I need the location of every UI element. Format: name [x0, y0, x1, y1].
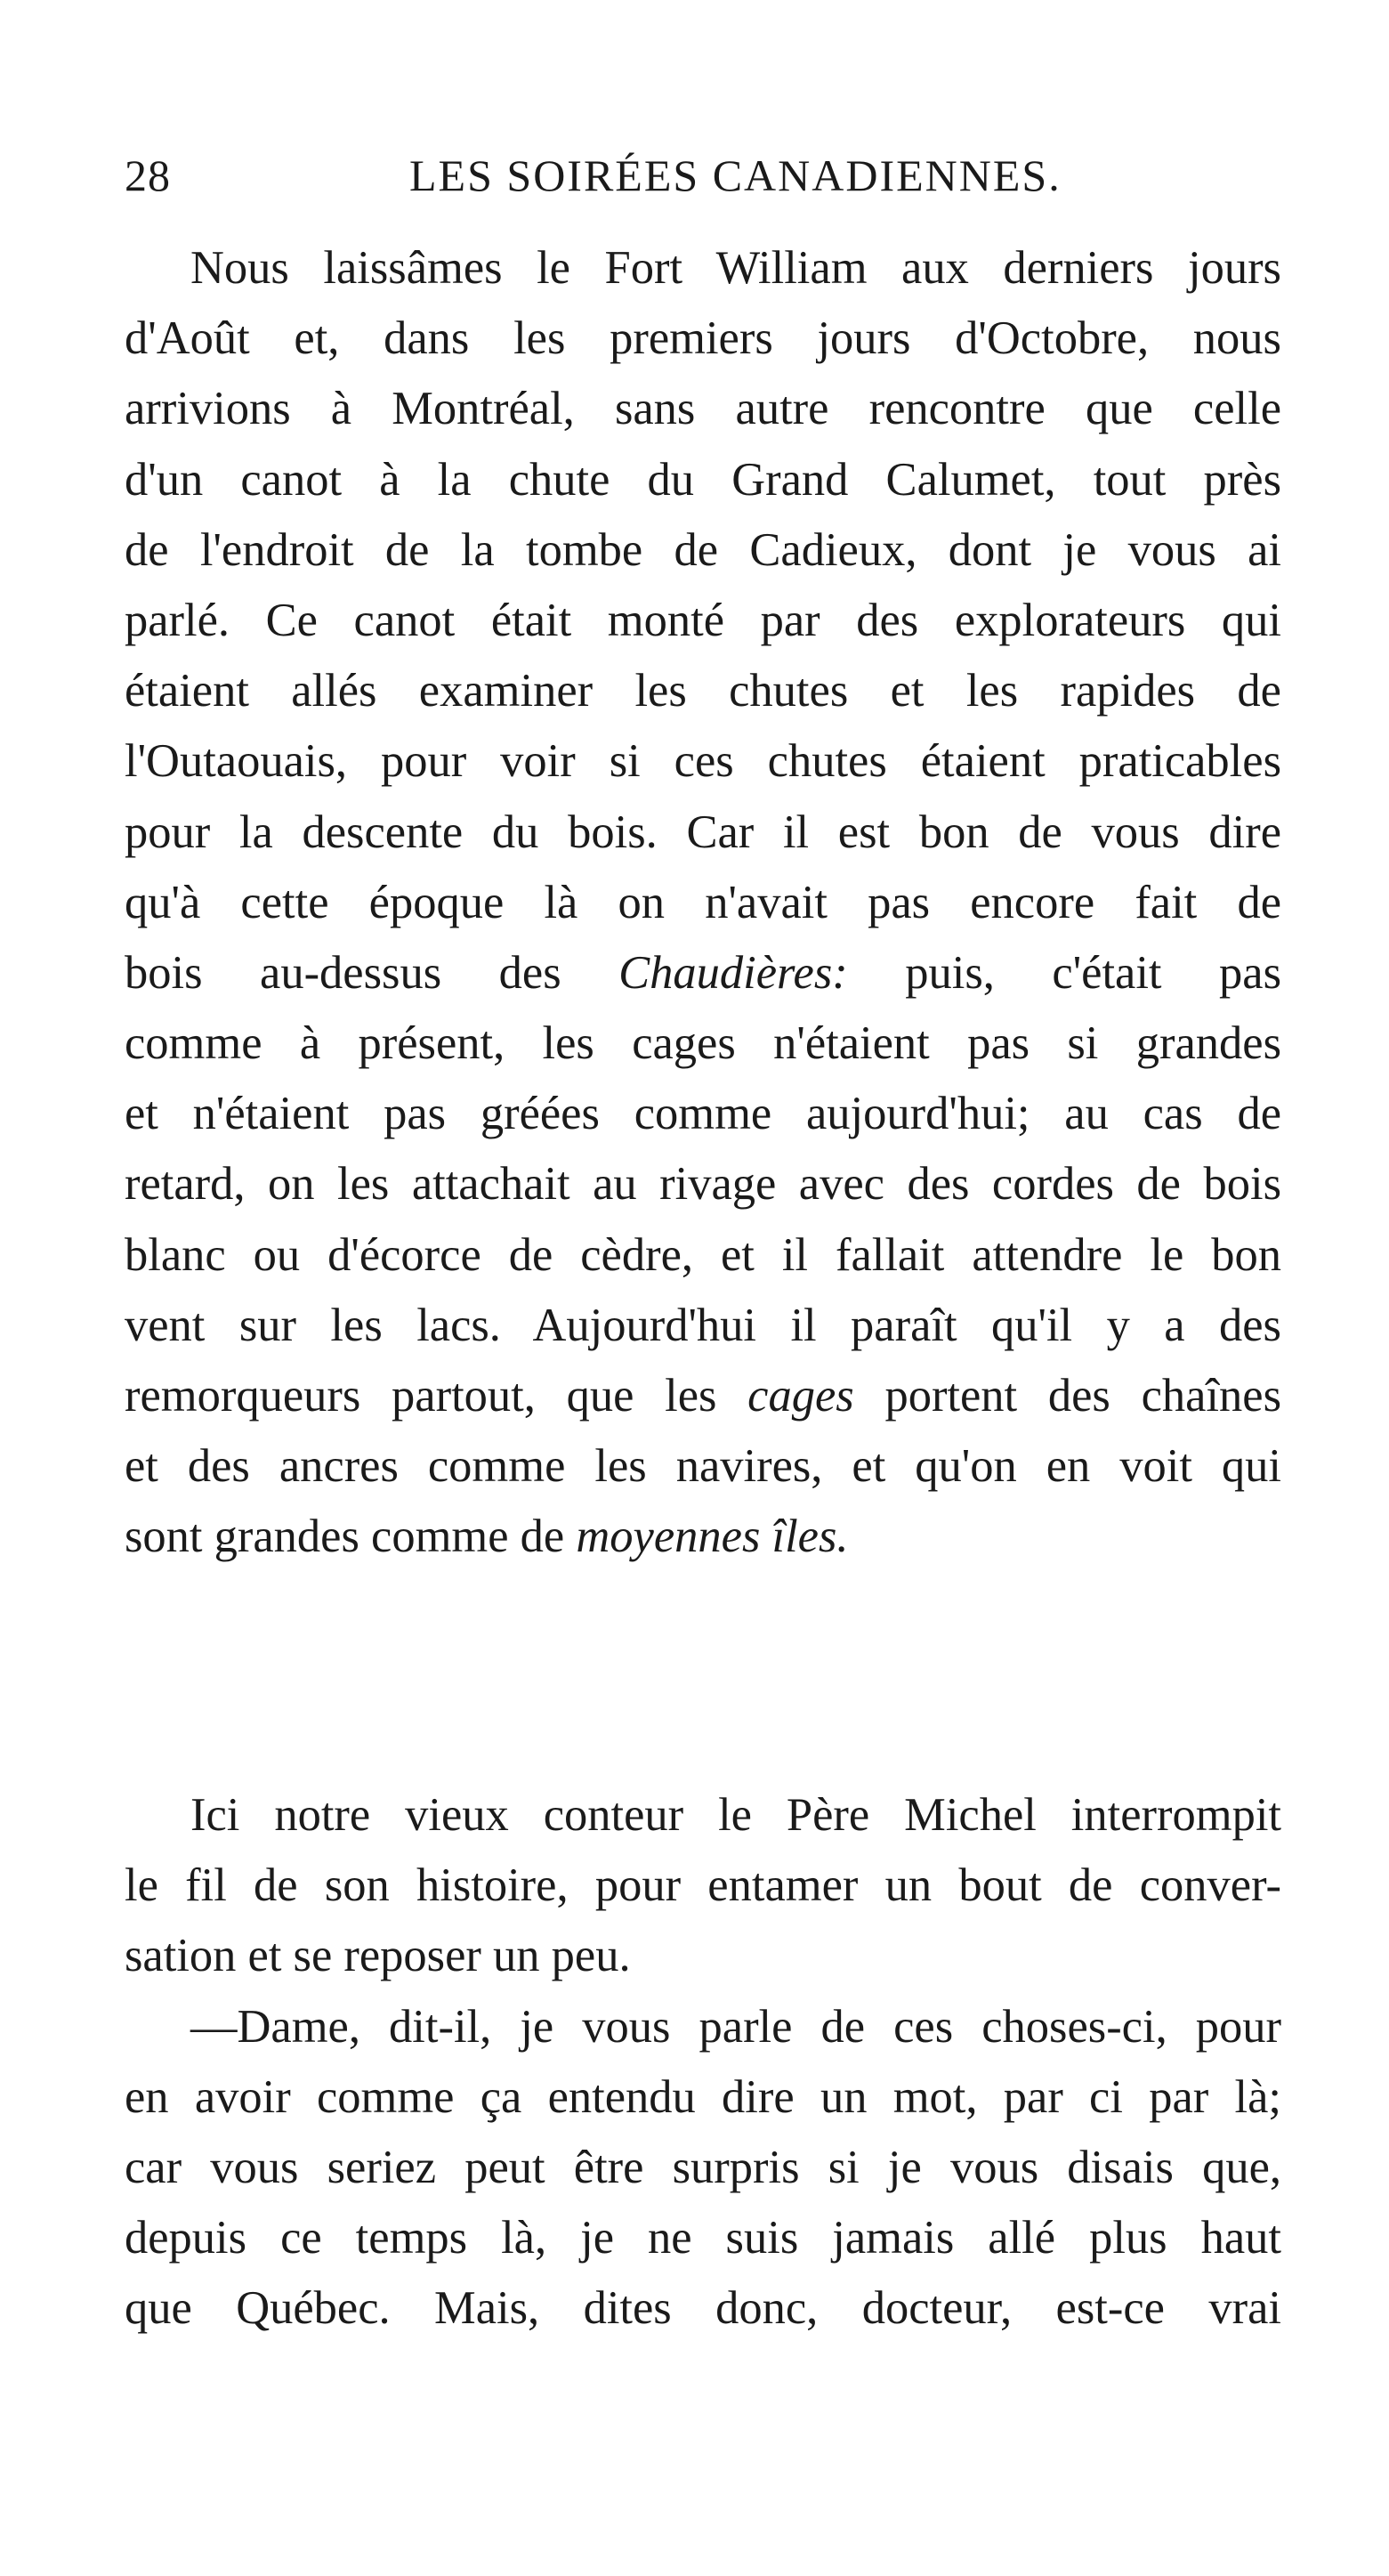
text-line: l'Outaouais, pour voir si ces chutes étaient praticables: [125, 735, 1281, 788]
text-line: d'un canot à la chute du Grand Calumet, tout près: [125, 453, 1281, 506]
page-number: 28: [125, 150, 171, 200]
text-line: que Québec. Mais, dites donc, docteur, est-ce vrai: [125, 2282, 1281, 2335]
text-segment: bois au-dessus des: [125, 946, 619, 999]
text-line: Nous laissâmes le Fort William aux derniers jours: [190, 242, 1281, 294]
body-text-bottom: [125, 1780, 1281, 2345]
text-line: —Dame, dit-il, je vous parle de ces choses-ci, pour: [190, 2000, 1281, 2053]
text-line: étaient allés examiner les chutes et les rapides de: [125, 665, 1281, 717]
text-segment: sont grandes comme de: [125, 1511, 577, 1563]
text-segment: portent des chaînes: [853, 1370, 1281, 1422]
text-line: et n'étaient pas gréées comme aujourd'hui; au cas de: [125, 1088, 1281, 1140]
text-line: le fil de son histoire, pour entamer un bout de conver-: [125, 1859, 1281, 1912]
text-line: [125, 1502, 1281, 1572]
text-segment: puis, c'était pas: [847, 946, 1281, 999]
text-line: [125, 1361, 1281, 1431]
text-line: et des ancres comme les navires, et qu'on en voit qui: [125, 1440, 1281, 1493]
paragraph-2: [125, 1780, 1281, 1992]
text-line: blanc ou d'écorce de cèdre, et il fallait attendre le bon: [125, 1228, 1281, 1281]
body-text-top: [125, 233, 1281, 1573]
italic-term: cages: [747, 1370, 854, 1422]
text-line: Ici notre vieux conteur le Père Michel interrompit: [190, 1789, 1281, 1841]
paragraph-3: [125, 1992, 1281, 2345]
text-line: depuis ce temps là, je ne suis jamais allé plus haut: [125, 2212, 1281, 2264]
italic-term: Chaudières:: [618, 946, 848, 999]
text-line: qu'à cette époque là on n'avait pas encore fait de: [125, 876, 1281, 928]
italic-term: moyennes îles.: [576, 1511, 849, 1563]
text-line: pour la descente du bois. Car il est bon de vous dire: [125, 806, 1281, 858]
text-line: comme à présent, les cages n'étaient pas si grandes: [125, 1017, 1281, 1070]
running-head: [125, 150, 1290, 203]
running-title: LES SOIRÉES CANADIENNES.: [409, 150, 1062, 200]
text-line: vent sur les lacs. Aujourd'hui il paraît qu'il y a des: [125, 1299, 1281, 1351]
paragraph-1: [125, 233, 1281, 1573]
text-line: en avoir comme ça entendu dire un mot, par ci par là;: [125, 2070, 1281, 2123]
text-line: [125, 938, 1281, 1009]
text-line: retard, on les attachait au rivage avec des cordes de bois: [125, 1158, 1281, 1211]
text-segment: remorqueurs partout, que les: [125, 1370, 748, 1422]
text-line: sation et se reposer un peu.: [125, 1930, 631, 1982]
text-line: parlé. Ce canot était monté par des explorateurs qui: [125, 594, 1281, 646]
text-line: arrivions à Montréal, sans autre rencontre que celle: [125, 383, 1281, 435]
text-line: car vous seriez peut être surpris si je vous disais que,: [125, 2141, 1281, 2193]
text-line: de l'endroit de la tombe de Cadieux, dont je vous ai: [125, 523, 1281, 576]
text-line: d'Août et, dans les premiers jours d'Octobre, nous: [125, 312, 1281, 365]
